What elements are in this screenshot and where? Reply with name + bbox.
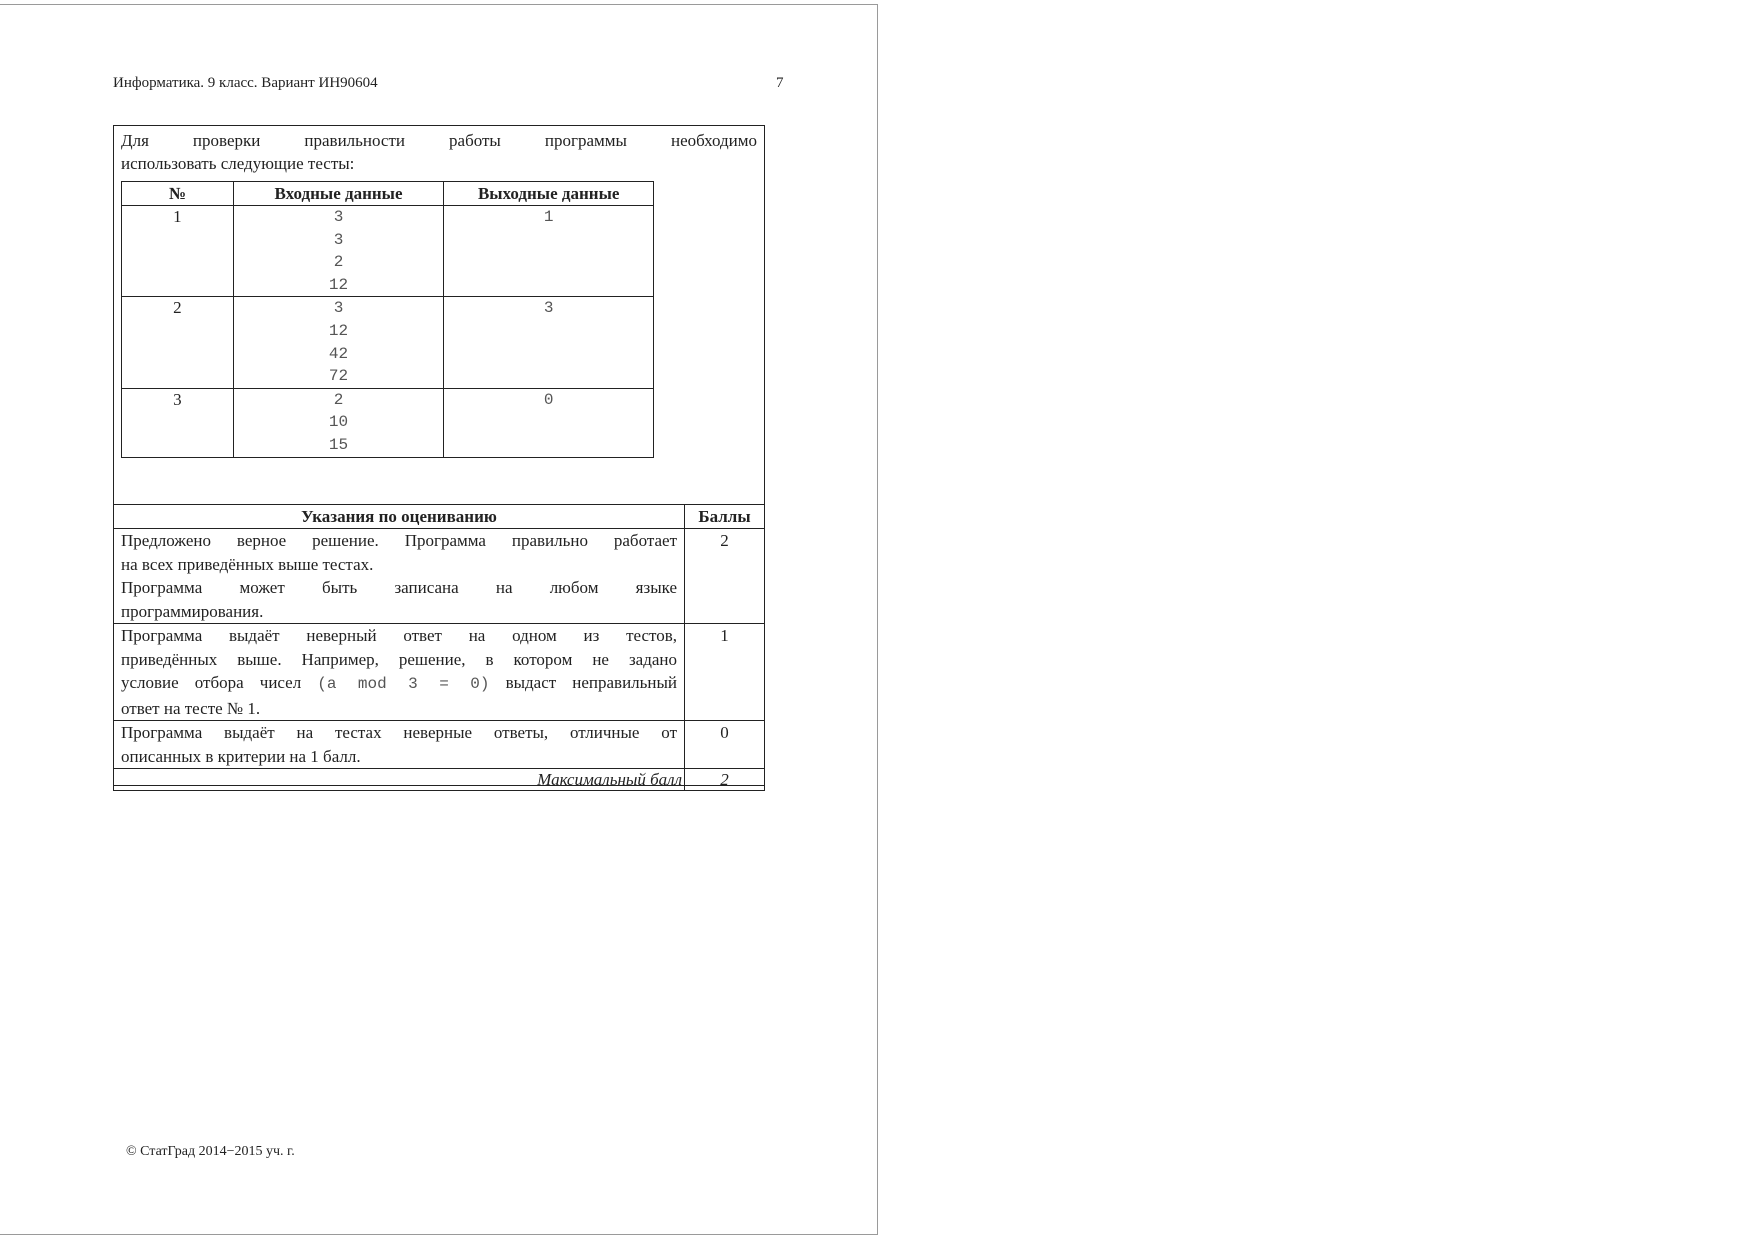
input-value: 12 xyxy=(328,275,349,294)
column-header: Баллы xyxy=(685,505,765,529)
footer-copyright: © СтатГрад 2014−2015 уч. г. xyxy=(126,1144,295,1159)
column-header: Выходные данные xyxy=(444,182,654,206)
table-row xyxy=(114,529,765,624)
criterion-line xyxy=(121,671,677,697)
table-row xyxy=(114,721,765,769)
test-number: 1 xyxy=(122,206,234,297)
input-value: 10 xyxy=(328,413,349,432)
header-title: Информатика. 9 класс. Вариант ИН90604 xyxy=(113,75,378,91)
test-number: 3 xyxy=(122,388,234,457)
test-input xyxy=(233,388,444,457)
input-value: 72 xyxy=(328,367,349,386)
input-value: 2 xyxy=(333,390,344,409)
max-score-value: 2 xyxy=(685,769,765,791)
input-value: 3 xyxy=(333,230,344,249)
input-value: 2 xyxy=(333,253,344,272)
criterion-line: Программа выдаёт на тестах неверные ответы, отличные от xyxy=(121,723,678,742)
input-value: 3 xyxy=(333,299,344,318)
test-output: 3 xyxy=(444,297,654,388)
document-page xyxy=(0,4,878,1235)
tests-table xyxy=(121,181,654,458)
test-output: 1 xyxy=(444,206,654,297)
tests-header-row xyxy=(122,182,654,206)
criterion-text-part: условие отбора чисел xyxy=(121,673,302,692)
grading-table xyxy=(113,504,765,791)
input-value: 15 xyxy=(328,435,349,454)
criterion-points: 2 xyxy=(685,529,765,624)
criterion-line: Предложено верное решение. Программа правильно работает xyxy=(121,531,678,550)
max-score-label: Максимальный балл xyxy=(114,769,685,791)
table-row xyxy=(122,388,654,457)
criterion-line: на всех приведённых выше тестах. xyxy=(121,554,374,574)
criterion-text xyxy=(114,624,685,721)
column-header: № xyxy=(122,182,234,206)
max-score-row xyxy=(114,769,765,791)
criterion-line: приведённых выше. Например, решение, в котором не задано xyxy=(121,649,678,669)
criterion-line: Программа может быть записана на любом языке xyxy=(121,578,678,597)
criterion-points: 0 xyxy=(685,721,765,769)
table-row xyxy=(122,206,654,297)
criterion-text xyxy=(114,529,685,624)
task-frame xyxy=(113,125,765,789)
input-value: 42 xyxy=(328,344,349,363)
criterion-points: 1 xyxy=(685,624,765,721)
grading-header-row xyxy=(114,505,765,529)
test-output: 0 xyxy=(444,388,654,457)
column-header: Указания по оцениванию xyxy=(114,505,685,529)
test-number: 2 xyxy=(122,297,234,388)
criterion-line: ответ на тесте № 1. xyxy=(121,698,261,718)
test-input xyxy=(233,206,444,297)
criterion-text-part: выдаст неправильный xyxy=(505,673,678,692)
table-row xyxy=(122,297,654,388)
table-row xyxy=(114,624,765,721)
input-value: 12 xyxy=(328,321,349,340)
page-number: 7 xyxy=(776,75,784,91)
intro-line-1: Для проверки правильности работы программы необходимо xyxy=(121,131,757,150)
criterion-text xyxy=(114,721,685,769)
intro-text xyxy=(121,129,757,175)
intro-line-2: использовать следующие тесты: xyxy=(121,154,355,173)
column-header: Входные данные xyxy=(233,182,444,206)
criterion-line: программирования. xyxy=(121,601,264,621)
input-value: 3 xyxy=(333,208,344,226)
code-snippet: (a mod 3 = 0) xyxy=(317,675,490,693)
criterion-line: описанных в критерии на 1 балл. xyxy=(121,746,361,766)
criterion-line: Программа выдаёт неверный ответ на одном из тестов, xyxy=(121,626,678,645)
test-input xyxy=(233,297,444,388)
